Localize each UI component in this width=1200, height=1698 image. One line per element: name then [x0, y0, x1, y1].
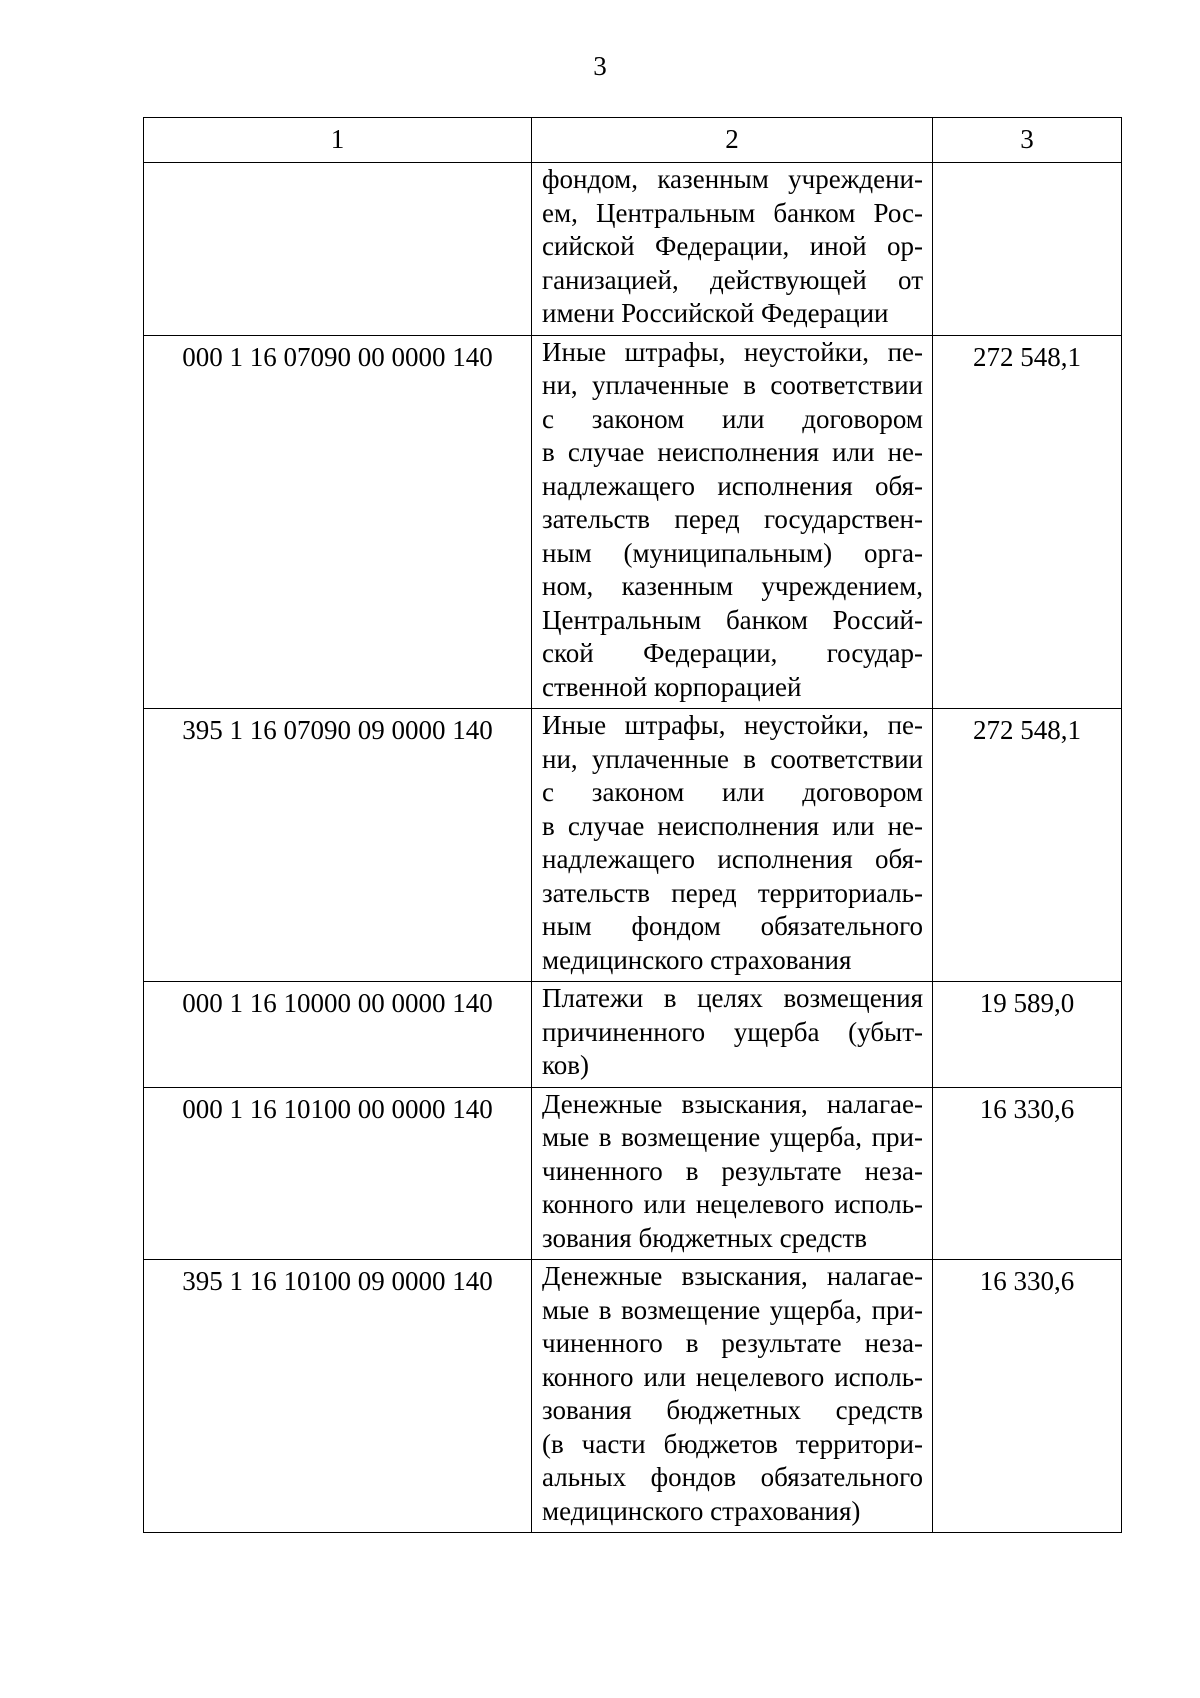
- description-line: чиненного в результате неза-: [542, 1155, 923, 1186]
- table-header-row: [144, 118, 1122, 163]
- description-line: с законом или договором: [542, 403, 923, 434]
- description-line: ем, Центральным банком Рос-: [542, 197, 923, 228]
- row-description: [532, 982, 933, 1088]
- description-line: ганизацией, действующей от: [542, 264, 923, 295]
- description-line: мые в возмещение ущерба, при-: [542, 1122, 923, 1152]
- table-body: [144, 163, 1122, 1533]
- description-line: сийской Федерации, иной ор-: [542, 231, 923, 261]
- row-amount: 16 330,6: [933, 1260, 1122, 1533]
- row-code: 395 1 16 10100 09 0000 140: [144, 1260, 532, 1533]
- description-line: ков): [542, 1050, 589, 1080]
- description-line: Иные штрафы, неустойки, пе-: [542, 336, 923, 367]
- description-line: причиненного ущерба (убыт-: [542, 1016, 923, 1047]
- table-row: [144, 335, 1122, 709]
- description-line: конного или нецелевого исполь-: [542, 1189, 923, 1219]
- row-amount: 272 548,1: [933, 709, 1122, 982]
- description-line: ни, уплаченные в соответствии: [542, 370, 923, 400]
- row-code: 000 1 16 10000 00 0000 140: [144, 982, 532, 1088]
- row-description: [532, 709, 933, 982]
- row-description: [532, 1087, 933, 1260]
- row-code: 000 1 16 10100 00 0000 140: [144, 1087, 532, 1260]
- description-line: имени Российской Федерации: [542, 298, 889, 328]
- column-header-code: 1: [144, 118, 532, 163]
- row-amount: [933, 163, 1122, 336]
- row-code: 000 1 16 07090 00 0000 140: [144, 335, 532, 709]
- budget-table: [143, 117, 1122, 1533]
- description-line: с законом или договором: [542, 777, 923, 807]
- description-line: Денежные взыскания, налагае-: [542, 1261, 923, 1291]
- description-line: чиненного в результате неза-: [542, 1328, 923, 1358]
- table-row: [144, 709, 1122, 982]
- description-line: зательств перед территориаль-: [542, 877, 923, 908]
- description-line: зательств перед государствен-: [542, 504, 923, 534]
- row-description: [532, 335, 933, 709]
- description-line: мые в возмещение ущерба, при-: [542, 1294, 923, 1325]
- description-line: ской Федерации, государ-: [542, 638, 923, 668]
- description-line: зования бюджетных средств: [542, 1395, 923, 1425]
- row-description: [532, 163, 933, 336]
- description-line: Иные штрафы, неустойки, пе-: [542, 710, 923, 740]
- description-line: в случае неисполнения или не-: [542, 437, 923, 467]
- row-amount: 16 330,6: [933, 1087, 1122, 1260]
- description-line: надлежащего исполнения обя-: [542, 470, 923, 501]
- description-line: медицинского страхования: [542, 944, 852, 975]
- table-row: [144, 1260, 1122, 1533]
- description-line: ном, казенным учреждением,: [542, 571, 923, 601]
- row-code: 395 1 16 07090 09 0000 140: [144, 709, 532, 982]
- description-line: ным (муниципальным) орга-: [542, 537, 923, 568]
- description-line: Центральным банком Россий-: [542, 604, 923, 635]
- description-line: надлежащего исполнения обя-: [542, 844, 923, 874]
- column-header-description: 2: [532, 118, 933, 163]
- row-amount: 19 589,0: [933, 982, 1122, 1088]
- description-line: ственной корпорацией: [542, 671, 802, 702]
- row-description: [532, 1260, 933, 1533]
- description-line: фондом, казенным учреждени-: [542, 164, 923, 194]
- row-amount: 272 548,1: [933, 335, 1122, 709]
- description-line: Платежи в целях возмещения: [542, 983, 923, 1013]
- row-code: [144, 163, 532, 336]
- table-row: [144, 982, 1122, 1088]
- description-line: ни, уплаченные в соответствии: [542, 743, 923, 774]
- description-line: (в части бюджетов территори-: [542, 1428, 923, 1459]
- description-line: альных фондов обязательного: [542, 1462, 923, 1492]
- table-row: [144, 1087, 1122, 1260]
- table-row: [144, 163, 1122, 336]
- column-header-amount: 3: [933, 118, 1122, 163]
- page-number: 3: [593, 51, 607, 81]
- description-line: медицинского страхования): [542, 1495, 861, 1526]
- description-line: конного или нецелевого исполь-: [542, 1361, 923, 1392]
- description-line: Денежные взыскания, налагае-: [542, 1088, 923, 1119]
- description-line: в случае неисполнения или не-: [542, 810, 923, 841]
- description-line: ным фондом обязательного: [542, 911, 923, 941]
- description-line: зования бюджетных средств: [542, 1222, 868, 1253]
